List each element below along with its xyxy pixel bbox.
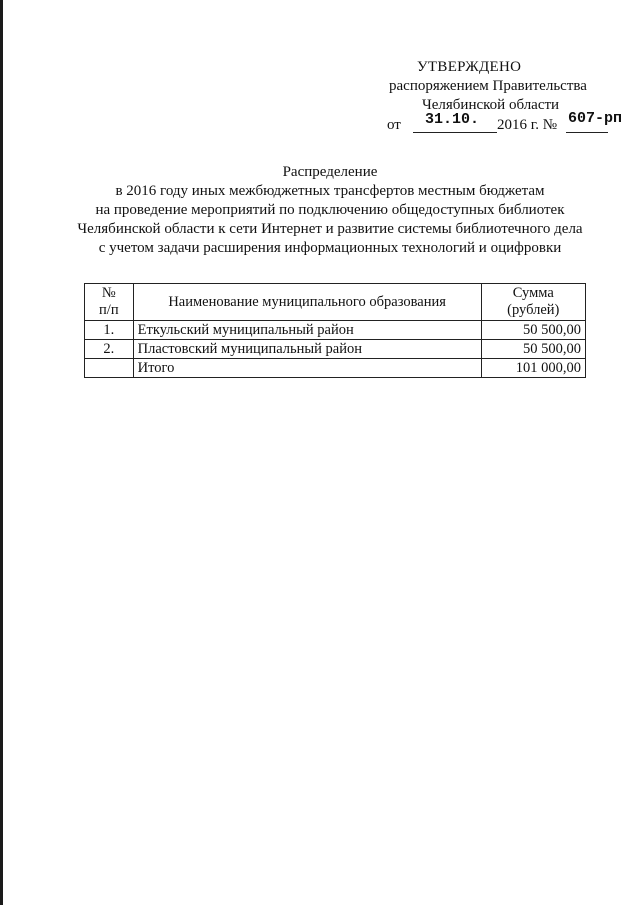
row-sum: 101 000,00 (481, 359, 585, 378)
year-text: 2016 г. № (497, 117, 558, 133)
heading-line: Челябинской области к сети Интернет и развитие системы библиотечного дела (77, 221, 583, 237)
date-field (413, 111, 497, 133)
document-heading (60, 163, 600, 258)
table-row (85, 340, 586, 359)
table-row (85, 321, 586, 340)
heading-line: на проведение мероприятий по подключению общедоступных библиотек (95, 202, 565, 218)
header-sum-label: Сумма (512, 285, 554, 301)
header-number (85, 284, 134, 321)
approval-region: Челябинской области (422, 97, 560, 113)
handwritten-date: 31.10. (425, 111, 480, 128)
header-number-pp: п/п (99, 302, 119, 318)
table-header-row (85, 284, 586, 321)
row-number: 1. (85, 321, 134, 340)
approval-date-line (387, 110, 623, 136)
header-sum-unit: (рублей) (507, 302, 560, 318)
row-name: Еткульский муниципальный район (133, 321, 481, 340)
row-number: 2. (85, 340, 134, 359)
row-name: Пластовский муниципальный район (133, 340, 481, 359)
header-sum (481, 284, 585, 321)
distribution-table (84, 283, 586, 378)
heading-line: в 2016 году иных межбюджетных трансфертов местным бюджетам (115, 183, 545, 199)
row-name: Итого (133, 359, 481, 378)
row-sum: 50 500,00 (481, 321, 585, 340)
row-sum: 50 500,00 (481, 340, 585, 359)
row-number (85, 359, 134, 378)
header-name: Наименование муниципального образования (133, 284, 481, 321)
page-edge (0, 0, 3, 905)
heading-line: с учетом задачи расширения информационных технологий и оцифровки (98, 240, 562, 256)
approval-title: УТВЕРЖДЕНО (417, 59, 522, 75)
handwritten-number: 607-рп (568, 110, 623, 127)
approval-issuer: распоряжением Правительства (389, 78, 587, 94)
number-field (566, 110, 623, 133)
header-number-sign: № (101, 285, 116, 301)
heading-title: Распределение (282, 164, 378, 180)
date-prefix: от (387, 117, 401, 133)
table-row-total (85, 359, 586, 378)
